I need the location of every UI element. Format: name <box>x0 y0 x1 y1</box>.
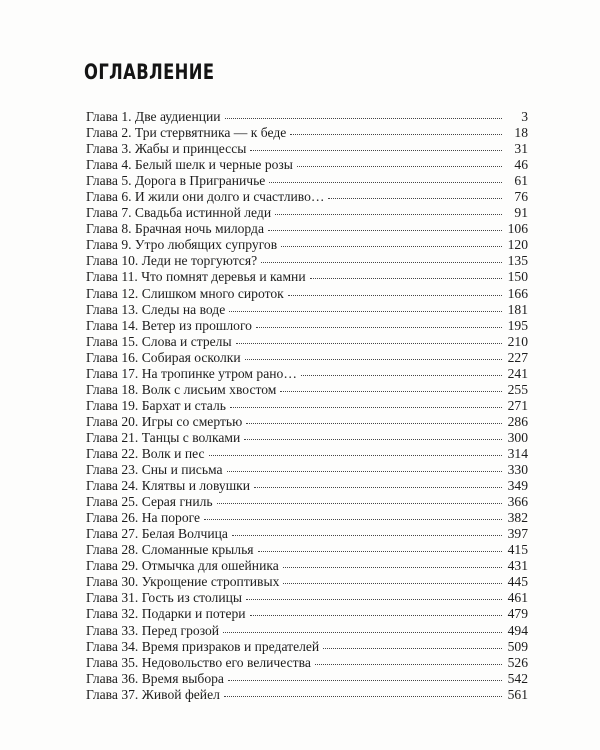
page-number: 31 <box>514 141 528 157</box>
toc-entry <box>86 542 528 558</box>
chapter-title: Глава 9. Утро любящих супругов <box>86 237 278 253</box>
chapter-title: Глава 7. Свадьба истинной леди <box>86 205 272 221</box>
page-number: 314 <box>507 445 528 461</box>
chapter-title: Глава 36. Время выбора <box>86 670 224 686</box>
table-of-contents <box>86 109 528 703</box>
chapter-title: Глава 22. Волк и пес <box>86 445 205 461</box>
toc-entry <box>86 382 528 398</box>
chapter-title: Глава 28. Сломанные крылья <box>86 542 254 558</box>
toc-entry <box>86 302 528 318</box>
toc-entry <box>86 398 528 414</box>
page-number: 61 <box>514 173 528 189</box>
dot-leader <box>209 454 502 456</box>
chapter-title: Глава 13. Следы на воде <box>86 301 226 317</box>
toc-entry <box>86 189 528 205</box>
dot-leader <box>283 582 502 584</box>
page-number: 479 <box>507 606 528 622</box>
page-number: 330 <box>507 462 528 478</box>
chapter-title: Глава 23. Сны и письма <box>86 462 223 478</box>
page-number: 76 <box>514 189 528 205</box>
toc-entry <box>86 269 528 285</box>
chapter-title: Глава 16. Собирая осколки <box>86 349 241 365</box>
chapter-title: Глава 12. Слишком много сироток <box>86 285 284 301</box>
dot-leader <box>315 663 502 665</box>
dot-leader <box>232 534 502 536</box>
chapter-title: Глава 18. Волк с лисьим хвостом <box>86 381 277 397</box>
page-number: 561 <box>507 686 528 702</box>
dot-leader <box>310 277 502 279</box>
dot-leader <box>323 647 502 649</box>
toc-entry <box>86 318 528 334</box>
page-number: 542 <box>507 670 528 686</box>
dot-leader <box>227 470 502 472</box>
page-number: 181 <box>507 301 528 317</box>
toc-entry <box>86 687 528 703</box>
chapter-title: Глава 2. Три стервятника — к беде <box>86 125 287 141</box>
chapter-title: Глава 6. И жили они долго и счастливо… <box>86 189 325 205</box>
toc-entry <box>86 334 528 350</box>
toc-entry <box>86 237 528 253</box>
toc-entry <box>86 494 528 510</box>
page-number: 526 <box>507 654 528 670</box>
page-number: 241 <box>507 365 528 381</box>
dot-leader <box>225 117 502 119</box>
page-number: 210 <box>507 333 528 349</box>
toc-entry <box>86 141 528 157</box>
dot-leader <box>245 358 502 360</box>
page-number: 415 <box>507 542 528 558</box>
toc-entry <box>86 510 528 526</box>
chapter-title: Глава 27. Белая Волчица <box>86 526 228 542</box>
dot-leader <box>228 679 502 681</box>
chapter-title: Глава 24. Клятвы и ловушки <box>86 478 251 494</box>
dot-leader <box>254 486 502 488</box>
dot-leader <box>246 422 502 424</box>
page-number: 18 <box>514 125 528 141</box>
page-number: 91 <box>514 205 528 221</box>
chapter-title: Глава 32. Подарки и потери <box>86 606 246 622</box>
chapter-title: Глава 26. На пороге <box>86 510 201 526</box>
toc-entry <box>86 253 528 269</box>
chapter-title: Глава 25. Серая гниль <box>86 494 213 510</box>
dot-leader <box>230 406 502 408</box>
page-number: 120 <box>507 237 528 253</box>
chapter-title: Глава 11. Что помнят деревья и камни <box>86 269 306 285</box>
chapter-title: Глава 21. Танцы с волками <box>86 429 241 445</box>
toc-entry <box>86 173 528 189</box>
chapter-title: Глава 4. Белый шелк и черные розы <box>86 157 293 173</box>
toc-entry <box>86 286 528 302</box>
chapter-title: Глава 17. На тропинке утром рано… <box>86 365 297 381</box>
dot-leader <box>244 438 502 440</box>
chapter-title: Глава 31. Гость из столицы <box>86 590 243 606</box>
dot-leader <box>297 165 502 167</box>
page-number: 509 <box>507 638 528 654</box>
toc-entry <box>86 478 528 494</box>
dot-leader <box>224 695 502 697</box>
dot-leader <box>328 197 502 199</box>
chapter-title: Глава 29. Отмычка для ошейника <box>86 558 279 574</box>
toc-entry <box>86 221 528 237</box>
dot-leader <box>250 149 502 151</box>
toc-entry <box>86 414 528 430</box>
dot-leader <box>268 229 502 231</box>
toc-entry <box>86 125 528 141</box>
toc-entry <box>86 671 528 687</box>
page-number: 300 <box>507 429 528 445</box>
dot-leader <box>269 181 502 183</box>
toc-entry <box>86 623 528 639</box>
page-number: 150 <box>507 269 528 285</box>
toc-entry <box>86 205 528 221</box>
dot-leader <box>217 502 502 504</box>
dot-leader <box>236 342 502 344</box>
toc-entry <box>86 558 528 574</box>
chapter-title: Глава 15. Слова и стрелы <box>86 333 232 349</box>
chapter-title: Глава 5. Дорога в Приграничье <box>86 173 266 189</box>
page-number: 397 <box>507 526 528 542</box>
page-title: ОГЛАВЛЕНИЕ <box>84 60 215 84</box>
chapter-title: Глава 30. Укрощение строптивых <box>86 574 280 590</box>
chapter-title: Глава 37. Живой фейел <box>86 686 220 702</box>
toc-entry <box>86 157 528 173</box>
dot-leader <box>250 614 502 616</box>
page-number: 46 <box>514 157 528 173</box>
dot-leader <box>261 261 502 263</box>
page-number: 166 <box>507 285 528 301</box>
dot-leader <box>246 598 502 600</box>
toc-entry <box>86 462 528 478</box>
chapter-title: Глава 8. Брачная ночь милорда <box>86 221 264 237</box>
toc-entry <box>86 430 528 446</box>
toc-entry <box>86 526 528 542</box>
dot-leader <box>301 374 502 376</box>
chapter-title: Глава 34. Время призраков и предателей <box>86 638 320 654</box>
toc-entry <box>86 639 528 655</box>
chapter-title: Глава 1. Две аудиенции <box>86 109 221 124</box>
page-number: 227 <box>507 349 528 365</box>
dot-leader <box>229 310 502 312</box>
dot-leader <box>290 133 502 135</box>
dot-leader <box>223 631 502 633</box>
chapter-title: Глава 33. Перед грозой <box>86 622 220 638</box>
toc-entry <box>86 574 528 590</box>
dot-leader <box>275 213 502 215</box>
page-number: 445 <box>507 574 528 590</box>
page-number: 286 <box>507 413 528 429</box>
dot-leader <box>258 550 502 552</box>
page-number: 366 <box>507 494 528 510</box>
toc-entry <box>86 109 528 125</box>
page-number: 461 <box>507 590 528 606</box>
toc-entry <box>86 350 528 366</box>
page-number: 271 <box>507 397 528 413</box>
page-number: 255 <box>507 381 528 397</box>
toc-entry <box>86 655 528 671</box>
toc-entry <box>86 606 528 622</box>
page-number: 382 <box>507 510 528 526</box>
chapter-title: Глава 20. Игры со смертью <box>86 413 243 429</box>
page-number: 431 <box>507 558 528 574</box>
page-number: 3 <box>521 109 528 124</box>
dot-leader <box>204 518 502 520</box>
toc-entry <box>86 590 528 606</box>
dot-leader <box>288 294 502 296</box>
chapter-title: Глава 10. Леди не торгуются? <box>86 253 258 269</box>
chapter-title: Глава 14. Ветер из прошлого <box>86 317 252 333</box>
page-number: 349 <box>507 478 528 494</box>
chapter-title: Глава 3. Жабы и принцессы <box>86 141 247 157</box>
page-number: 195 <box>507 317 528 333</box>
page-number: 135 <box>507 253 528 269</box>
dot-leader <box>281 245 502 247</box>
dot-leader <box>280 390 502 392</box>
page-number: 106 <box>507 221 528 237</box>
page-number: 494 <box>507 622 528 638</box>
dot-leader <box>283 566 502 568</box>
toc-entry <box>86 446 528 462</box>
dot-leader <box>256 326 502 328</box>
chapter-title: Глава 19. Бархат и сталь <box>86 397 226 413</box>
chapter-title: Глава 35. Недовольство его величества <box>86 654 311 670</box>
toc-entry <box>86 366 528 382</box>
